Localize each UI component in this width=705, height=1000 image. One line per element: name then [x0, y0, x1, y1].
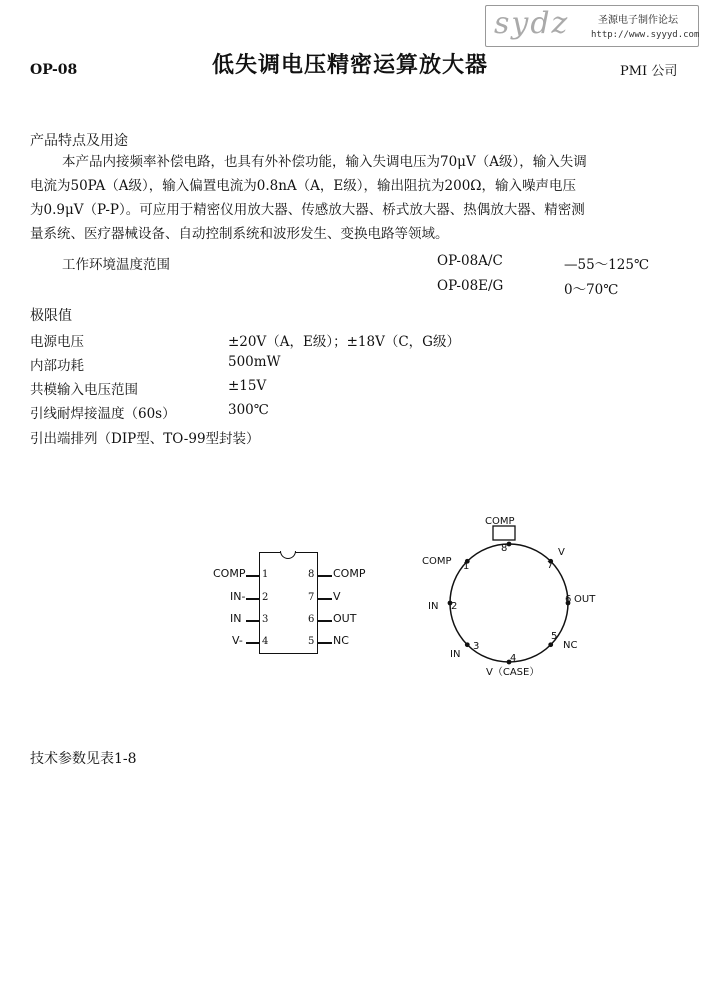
to99-pin-6-label: OUT — [574, 594, 596, 605]
dip-pin-8-label: COMP — [333, 567, 366, 580]
dip-pin-8-num: 8 — [308, 569, 315, 580]
temp-model-1: OP-08A/C — [437, 253, 503, 269]
features-heading: 产品特点及用途 — [30, 133, 128, 149]
dip-pin-5-lead — [318, 642, 332, 644]
page-title: 低失调电压精密运算放大器 — [212, 52, 489, 78]
limit-label-1: 电源电压 — [30, 334, 84, 350]
to99-pin-4-label: V（CASE） — [486, 667, 540, 678]
features-line-4: 量系统、医疗器械设备、自动控制系统和波形发生、变换电路等领域。 — [30, 226, 449, 242]
dip-pin-3-lead — [246, 620, 260, 622]
to99-pin-2-label: IN — [428, 601, 439, 612]
to99-pin-8-num: 8 — [501, 543, 508, 554]
dip-pin-1-label: COMP — [213, 567, 246, 580]
temp-model-2: OP-08E/G — [437, 278, 504, 294]
to99-pin-3-dot — [465, 642, 470, 647]
to99-package-diagram — [400, 505, 630, 695]
company-name: PMI 公司 — [620, 64, 678, 79]
temp-range-1: —55～125℃ — [564, 257, 650, 273]
dip-pin-2-lead — [246, 598, 260, 600]
to99-pin-8-label: COMP — [485, 516, 515, 527]
temp-range-2: 0～70℃ — [564, 282, 619, 298]
to99-pin-5-dot — [548, 642, 553, 647]
dip-pin-3-num: 3 — [262, 614, 269, 625]
dip-pin-1-lead — [246, 575, 260, 577]
dip-pin-4-lead — [246, 642, 260, 644]
features-line-3: 为0.9μV（P-P）。可应用于精密仪用放大器、传感放大器、桥式放大器、热偶放大器、精密测 — [30, 202, 585, 218]
features-line-1: 本产品内接频率补偿电路，也具有外补偿功能，输入失调电压为70μV（A级），输入失调 — [62, 154, 587, 170]
to99-pin-3-label: IN — [450, 649, 461, 660]
to99-pin-3-num: 3 — [473, 641, 480, 652]
pinout-caption: 引出端排列（DIP型、TO-99型封装） — [30, 431, 260, 447]
to99-pin-1-num: 1 — [463, 561, 470, 572]
to99-pin-4-num: 4 — [510, 653, 517, 664]
limit-label-4: 引线耐焊接温度（60s） — [30, 406, 176, 422]
watermark — [485, 5, 699, 47]
limit-value-2: 500mW — [228, 354, 281, 370]
dip-pin-2-label: IN- — [230, 590, 246, 603]
watermark-logo: sydz — [494, 6, 570, 41]
dip-pin-1-num: 1 — [262, 569, 269, 580]
dip-pin-7-lead — [318, 598, 332, 600]
dip-pin-4-num: 4 — [262, 636, 269, 647]
dip-pin-2-num: 2 — [262, 592, 269, 603]
dip-pin-5-label: NC — [333, 634, 349, 647]
watermark-url: http://www.syyyd.com — [591, 30, 700, 40]
to99-pin-7-label: V — [558, 547, 565, 558]
features-line-2: 电流为50PA（A级），输入偏置电流为0.8nA（A，E级），输出阻抗为200Ω，输入噪声电压 — [30, 178, 576, 194]
limit-label-2: 内部功耗 — [30, 358, 84, 374]
to99-pin-5-label: NC — [563, 640, 578, 651]
part-number: OP-08 — [30, 62, 78, 78]
to99-pin-1-label: COMP — [422, 556, 452, 567]
limit-value-4: 300℃ — [228, 402, 269, 418]
dip-pin-6-label: OUT — [333, 612, 357, 625]
dip-pin-5-num: 5 — [308, 636, 315, 647]
dip-pin-6-lead — [318, 620, 332, 622]
to99-tab — [493, 526, 515, 540]
to99-pin-5-num: 5 — [551, 631, 558, 642]
limit-label-3: 共模输入电压范围 — [30, 382, 138, 398]
dip-pin-6-num: 6 — [308, 614, 315, 625]
limit-value-3: ±15V — [228, 378, 267, 394]
to99-pin-2-num: 2 — [451, 601, 458, 612]
to99-pin-7-num: 7 — [547, 560, 554, 571]
spec-table-reference: 技术参数见表1-8 — [30, 751, 137, 767]
limit-value-1: ±20V（A，E级）；±18V（C，G级） — [228, 334, 460, 350]
temp-label: 工作环境温度范围 — [62, 257, 170, 273]
limits-heading: 极限值 — [30, 308, 72, 324]
dip-pin-8-lead — [318, 575, 332, 577]
to99-pin-6-num: 6 — [565, 594, 572, 605]
watermark-name: 圣源电子制作论坛 — [598, 15, 678, 26]
dip-pin-7-num: 7 — [308, 592, 315, 603]
dip-pin-3-label: IN — [230, 612, 242, 625]
dip-pin-4-label: V- — [232, 634, 243, 647]
dip-pin-7-label: V — [333, 590, 341, 603]
